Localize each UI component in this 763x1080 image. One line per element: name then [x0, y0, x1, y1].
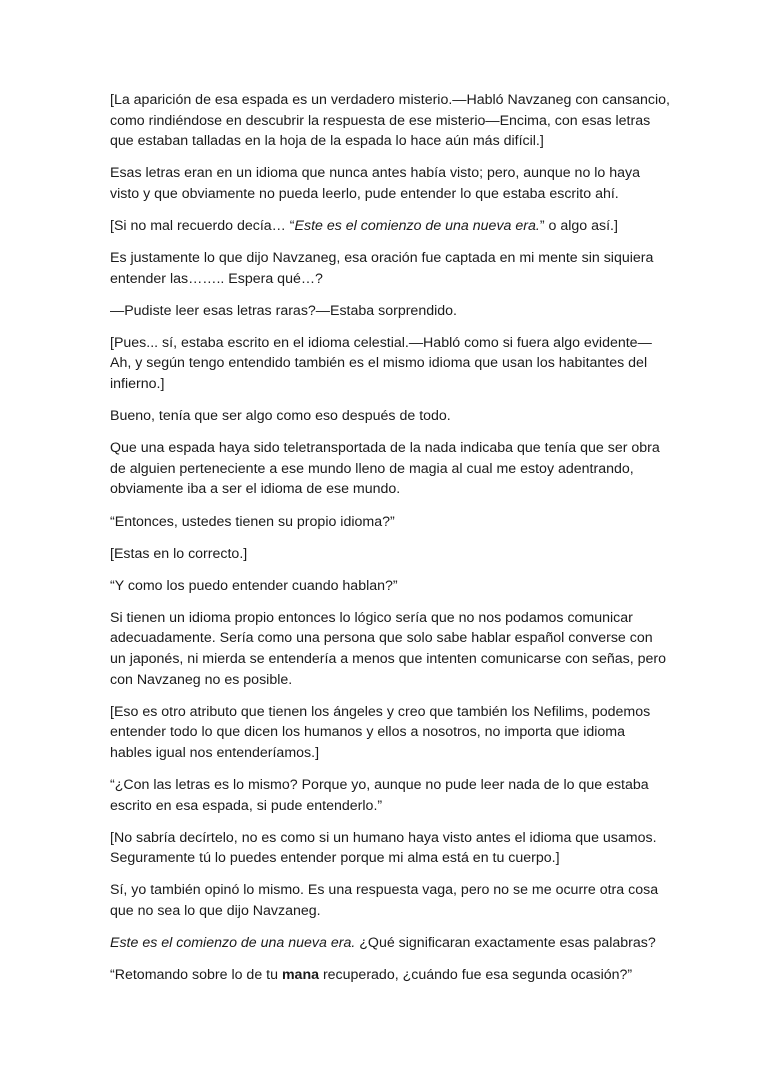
paragraph-10: “Y como los puedo entender cuando hablan?”	[110, 577, 398, 594]
paragraph-15: Sí, yo también opinó lo mismo. Es una respuesta vaga, pero no se me ocurre otra cosa que no sea lo que dijo Navzaneg.	[110, 882, 659, 919]
recall-quote: Este es el comienzo de una nueva era.	[294, 217, 540, 234]
paragraph-12: [Eso es otro atributo que tienen los ángeles y creo que también los Nefilims, podemos entender todo lo que dicen los humanos y ellos a nosotros, no importa que idioma hables igual nos entenderíamos.]	[110, 703, 651, 761]
document-page	[110, 90, 670, 997]
question-quote: Este es el comienzo de una nueva era.	[110, 935, 356, 951]
paragraph-14: [No sabría decírtelo, no es como si un humano haya visto antes el idioma que usamos. Seguramente tú lo puedes entender porque mi alma está en tu cuerpo.]	[110, 829, 657, 867]
final-bold-word: mana	[281, 967, 319, 984]
paragraph-1: [La aparición de esa espada es un verdadero misterio.—Habló Navzaneg con cansancio, como rindiéndose en descubrir la respuesta de ese misterio—Encima, con esas letras que estaban talladas en la hoja de la espada lo hace aún más difícil.]	[110, 92, 670, 150]
final-suffix: recuperado, ¿cuándo fue esa segunda ocasión?”	[319, 967, 633, 984]
paragraph-13: “¿Con las letras es lo mismo? Porque yo, aunque no pude leer nada de lo que estaba escrito en esa espada, si pude entenderlo.”	[110, 776, 649, 814]
paragraph-4: —Pudiste leer esas letras raras?—Estaba sorprendido.	[110, 302, 457, 319]
recall-suffix: ” o algo así.]	[539, 217, 618, 234]
paragraph-2: Esas letras eran en un idioma que nunca antes había visto; pero, aunque no lo haya visto y que obviamente no pueda leerlo, pude entender lo que estaba escrito ahí.	[110, 165, 641, 202]
paragraph-final	[110, 965, 670, 986]
paragraph-recall	[110, 216, 670, 237]
paragraph-5: [Pues... sí, estaba escrito en el idioma celestial.—Habló como si fuera algo evidente—Ah, y según tengo entendido también es el mismo idioma que usan los habitantes del infierno.]	[110, 334, 652, 393]
recall-prefix: [Si no mal recuerdo decía… “	[110, 217, 295, 234]
question-rest: ¿Qué significaran exactamente esas palabras?	[355, 935, 656, 951]
paragraph-6: Bueno, tenía que ser algo como eso después de todo.	[110, 408, 451, 425]
paragraph-11: Si tienen un idioma propio entonces lo lógico sería que no nos podamos comunicar adecuadamente. Sería como una persona que solo sabe hablar español converse con un japonés, ni mierda se entendería a menos que intenten comunicarse con señas, pero con Navzaneg no es posible.	[110, 609, 667, 688]
final-prefix: “Retomando sobre lo de tu	[110, 967, 282, 984]
paragraph-question	[110, 933, 670, 954]
paragraph-7: Que una espada haya sido teletransportada de la nada indicaba que tenía que ser obra de alguien perteneciente a ese mundo lleno de magia al cual me estoy adentrando, obviamente iba a ser el idioma de ese mundo.	[110, 440, 660, 498]
paragraph-8: “Entonces, ustedes tienen su propio idioma?”	[110, 513, 395, 530]
paragraph-9: [Estas en lo correcto.]	[110, 545, 248, 562]
paragraph-3: Es justamente lo que dijo Navzaneg, esa oración fue captada en mi mente sin siquiera entender las…….. Espera qué…?	[110, 250, 654, 287]
